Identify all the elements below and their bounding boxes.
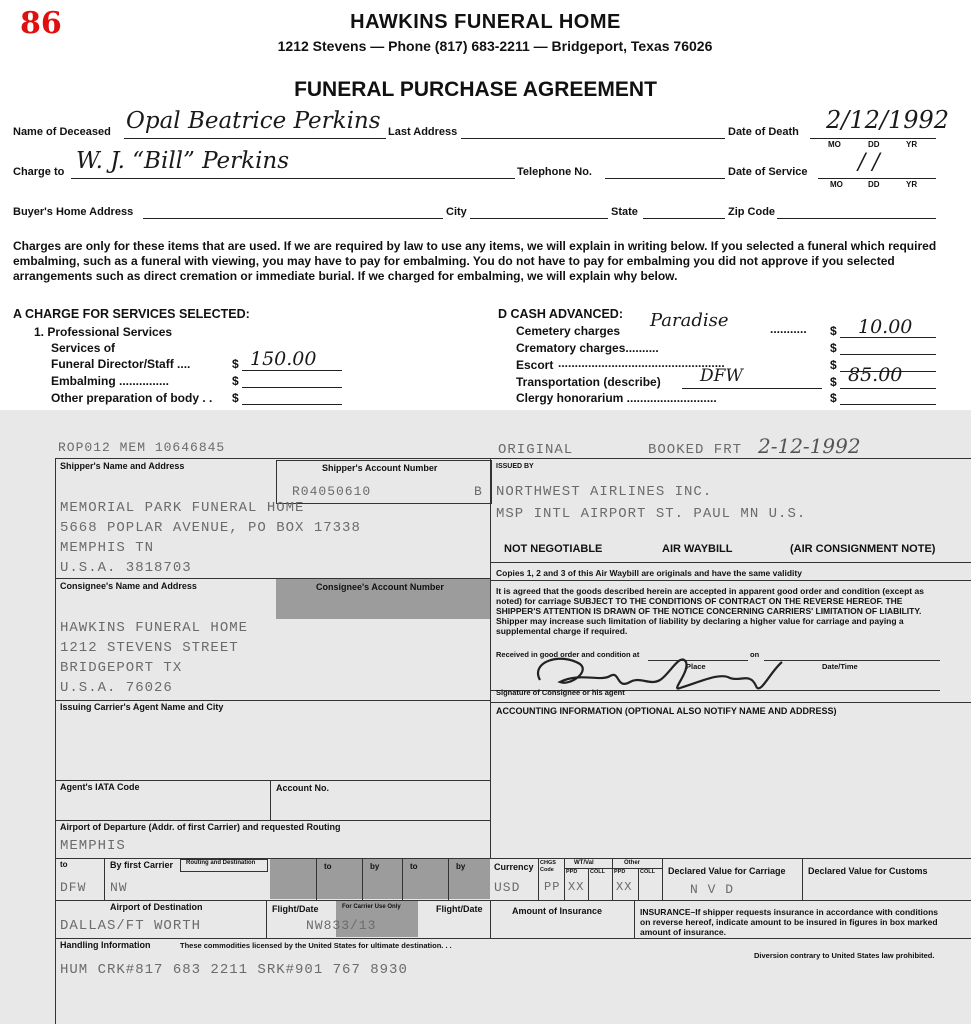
- date-of-death-value[interactable]: 2/12/1992: [826, 106, 950, 134]
- chgs-label: CHGS Code: [540, 860, 556, 873]
- embalming-label: Embalming ...............: [51, 374, 170, 388]
- dos-yr-label: YR: [906, 180, 918, 189]
- charge-to-value[interactable]: W. J. “Bill” Perkins: [76, 148, 290, 174]
- declared-carriage-label: Declared Value for Carriage: [668, 866, 786, 876]
- clergy-label: Clergy honorarium ...........................: [516, 391, 717, 405]
- clergy-dollar: $: [830, 391, 837, 405]
- consignee-label: Consignee's Name and Address: [60, 581, 197, 591]
- accounting-label: ACCOUNTING INFORMATION (OPTIONAL ALSO NOTIFY NAME AND ADDRESS): [496, 706, 837, 716]
- first-carrier-label: By first Carrier: [110, 860, 174, 870]
- date-of-death-label: Date of Death: [728, 126, 799, 138]
- currency-label: Currency: [494, 862, 534, 872]
- dos-mo-label: MO: [830, 180, 843, 189]
- routing-to-value: DFW: [60, 880, 87, 895]
- shipper-label: Shipper's Name and Address: [60, 461, 185, 471]
- signature-label: Signature of Consignee or his agent: [496, 688, 625, 697]
- section-a-heading: A CHARGE FOR SERVICES SELECTED:: [13, 307, 250, 321]
- city-label: City: [446, 206, 467, 218]
- staff-dollar: $: [232, 357, 239, 371]
- handling-value: HUM CRK#817 683 2211 SRK#901 767 8930: [60, 962, 408, 978]
- commodities-text: These commodities licensed by the United States for ultimate destination. . .: [180, 941, 452, 950]
- other-prep-dollar: $: [232, 391, 239, 405]
- shipper-code: B: [474, 484, 483, 499]
- diversion-text: Diversion contrary to United States law prohibited.: [754, 951, 935, 960]
- routing-carrier-value: NW: [110, 880, 128, 895]
- disclaimer-text: Charges are only for these items that are used. If we are required by law to use any items, we will explain in writing below. If you selected a funeral which required embalming, such as a funeral with viewing, you may have to pay for embalming. You do not have to pay for embalming you did not approve if you selected arrangements such as direct cremation or immediate burial. If we charged for embalming, we will explain why below.: [13, 239, 937, 283]
- on-label: on: [750, 650, 760, 659]
- cemetery-dots: ...........: [770, 322, 807, 336]
- escort-dots: ..................................................: [558, 356, 725, 370]
- iata-code-label: Agent's IATA Code: [60, 782, 140, 792]
- form-title: FUNERAL PURCHASE AGREEMENT: [294, 78, 657, 101]
- account-no-label: Account No.: [276, 783, 329, 793]
- air-waybill: [0, 410, 971, 1024]
- xx-value-1: XX: [568, 880, 585, 894]
- funeral-director-label: Funeral Director/Staff ....: [51, 357, 191, 371]
- name-of-deceased-label: Name of Deceased: [13, 126, 111, 138]
- cemetery-note[interactable]: Paradise: [650, 310, 729, 331]
- consignee-line-3: BRIDGEPORT TX: [60, 660, 183, 676]
- zip-label: Zip Code: [728, 206, 776, 218]
- charge-to-label: Charge to: [13, 166, 65, 178]
- routing-label: Routing and Destination: [186, 860, 256, 866]
- last-address-label: Last Address: [388, 126, 458, 138]
- routing-by-2: by: [456, 862, 466, 871]
- flight-date-label-2: Flight/Date: [436, 904, 483, 914]
- issuer-line-2: MSP INTL AIRPORT ST. PAUL MN U.S.: [496, 506, 807, 522]
- coll-label-1: COLL: [590, 869, 605, 875]
- routing-by-1: by: [370, 862, 380, 871]
- air-consignment-note: (AIR CONSIGNMENT NOTE): [790, 543, 936, 555]
- telephone-label: Telephone No.: [517, 166, 592, 178]
- waybill-booked: BOOKED FRT: [648, 442, 743, 458]
- funeral-director-value[interactable]: 150.00: [250, 348, 317, 370]
- dod-dd-label: DD: [868, 140, 880, 149]
- ppd-label-1: PPD: [566, 869, 578, 875]
- name-of-deceased-value[interactable]: Opal Beatrice Perkins: [126, 108, 381, 134]
- insurance-amount-label: Amount of Insurance: [512, 906, 603, 916]
- date-of-service-value[interactable]: / /: [858, 150, 880, 175]
- to-label: to: [60, 860, 68, 869]
- shipper-line-1: MEMORIAL PARK FUNERAL HOME: [60, 500, 305, 516]
- nvd-value: N V D: [690, 882, 735, 897]
- cemetery-label: Cemetery charges: [516, 324, 621, 338]
- consignee-line-4: U.S.A. 76026: [60, 680, 173, 696]
- copies-text: Copies 1, 2 and 3 of this Air Waybill are originals and have the same validity: [496, 568, 802, 578]
- waybill-top-ref: ROP012 MEM 10646845: [58, 440, 226, 455]
- shipper-account-label: Shipper's Account Number: [322, 463, 438, 473]
- shipper-line-2: 5668 POPLAR AVENUE, PO BOX 17338: [60, 520, 361, 536]
- date-of-service-label: Date of Service: [728, 166, 808, 178]
- air-waybill-title: AIR WAYBILL: [662, 543, 733, 555]
- company-name: HAWKINS FUNERAL HOME: [350, 11, 621, 33]
- shipper-line-3: MEMPHIS TN: [60, 540, 155, 556]
- company-address: 1212 Stevens — Phone (817) 683-2211 — Bridgeport, Texas 76026: [277, 38, 713, 54]
- shipper-line-4: U.S.A. 3818703: [60, 560, 192, 576]
- carrier-use-label: For Carrier Use Only: [342, 904, 401, 910]
- consignee-line-1: HAWKINS FUNERAL HOME: [60, 620, 249, 636]
- consignee-account-label: Consignee's Account Number: [316, 582, 444, 592]
- handling-label: Handling Information: [60, 940, 151, 950]
- ppd-value: PP: [544, 880, 561, 894]
- other-label: Other: [624, 860, 641, 866]
- embalming-dollar: $: [232, 374, 239, 388]
- crematory-dollar: $: [830, 341, 837, 355]
- shipper-account-value: R04050610: [292, 484, 372, 499]
- issuing-agent-label: Issuing Carrier's Agent Name and City: [60, 702, 224, 712]
- received-label: Received in good order and condition at: [496, 650, 640, 659]
- place-label: Place: [686, 662, 706, 671]
- departure-label: Airport of Departure (Addr. of first Carrier) and requested Routing: [60, 822, 341, 832]
- issuer-line-1: NORTHWEST AIRLINES INC.: [496, 484, 713, 500]
- routing-to-3: to: [410, 862, 418, 871]
- transportation-value[interactable]: 85.00: [848, 364, 903, 386]
- page-number: 86: [20, 6, 62, 41]
- waybill-booked-date: 2-12-1992: [758, 434, 861, 458]
- escort-dollar: $: [830, 358, 837, 372]
- coll-label-2: COLL: [640, 869, 655, 875]
- dod-mo-label: MO: [828, 140, 841, 149]
- consignee-line-2: 1212 STEVENS STREET: [60, 640, 239, 656]
- professional-services-label: 1. Professional Services: [34, 325, 173, 339]
- buyer-address-label: Buyer's Home Address: [13, 206, 134, 218]
- departure-value: MEMPHIS: [60, 838, 126, 854]
- agreement-text: It is agreed that the goods described herein are accepted in apparent good order and condition (except as noted) for carriage SUBJECT TO THE CONDITIONS OF CONTRACT ON THE REVERSE HEREOF. THE SHIPPER'S ATTENTION IS DRAWN OF THE NOTICE CONCERNING CARRIERS' LIMITATION OF LIABILITY. Shipper may increase such limitation of liability by declaring a higher value for carriage and paying a supplemental charge if required.: [496, 586, 924, 636]
- dos-dd-label: DD: [868, 180, 880, 189]
- destination-label: Airport of Destination: [110, 902, 203, 912]
- other-preparation-label: Other preparation of body . .: [51, 391, 213, 405]
- state-label: State: [611, 206, 638, 218]
- xx-value-2: XX: [616, 880, 633, 894]
- cemetery-value[interactable]: 10.00: [858, 316, 913, 338]
- crematory-label: Crematory charges..........: [516, 341, 659, 355]
- flight-date-label-1: Flight/Date: [272, 904, 319, 914]
- services-of-label: Services of: [51, 341, 116, 355]
- declared-customs-label: Declared Value for Customs: [808, 866, 928, 876]
- waybill-original: ORIGINAL: [498, 442, 574, 458]
- section-d-heading: D CASH ADVANCED:: [498, 307, 623, 321]
- routing-to-2: to: [324, 862, 332, 871]
- dod-yr-label: YR: [906, 140, 918, 149]
- flight-value: NW833/13: [306, 918, 377, 933]
- insurance-text: INSURANCE–If shipper requests insurance in accordance with conditions on reverse hereof, indicate amount to be insured in figures in box marked amount of insurance.: [640, 907, 939, 937]
- escort-label: Escort: [516, 358, 554, 372]
- not-negotiable: NOT NEGOTIABLE: [504, 543, 603, 555]
- datetime-label: Date/Time: [822, 662, 858, 671]
- issued-by-label: ISSUED BY: [496, 463, 534, 470]
- wtval-label: WT/Val: [574, 860, 594, 866]
- ppd-label-2: PPD: [614, 869, 626, 875]
- transport-dollar: $: [830, 375, 837, 389]
- currency-value: USD: [494, 880, 521, 895]
- cemetery-dollar: $: [830, 324, 837, 338]
- transportation-note[interactable]: DFW: [700, 366, 743, 386]
- transportation-label: Transportation (describe): [516, 375, 661, 389]
- destination-value: DALLAS/FT WORTH: [60, 918, 202, 934]
